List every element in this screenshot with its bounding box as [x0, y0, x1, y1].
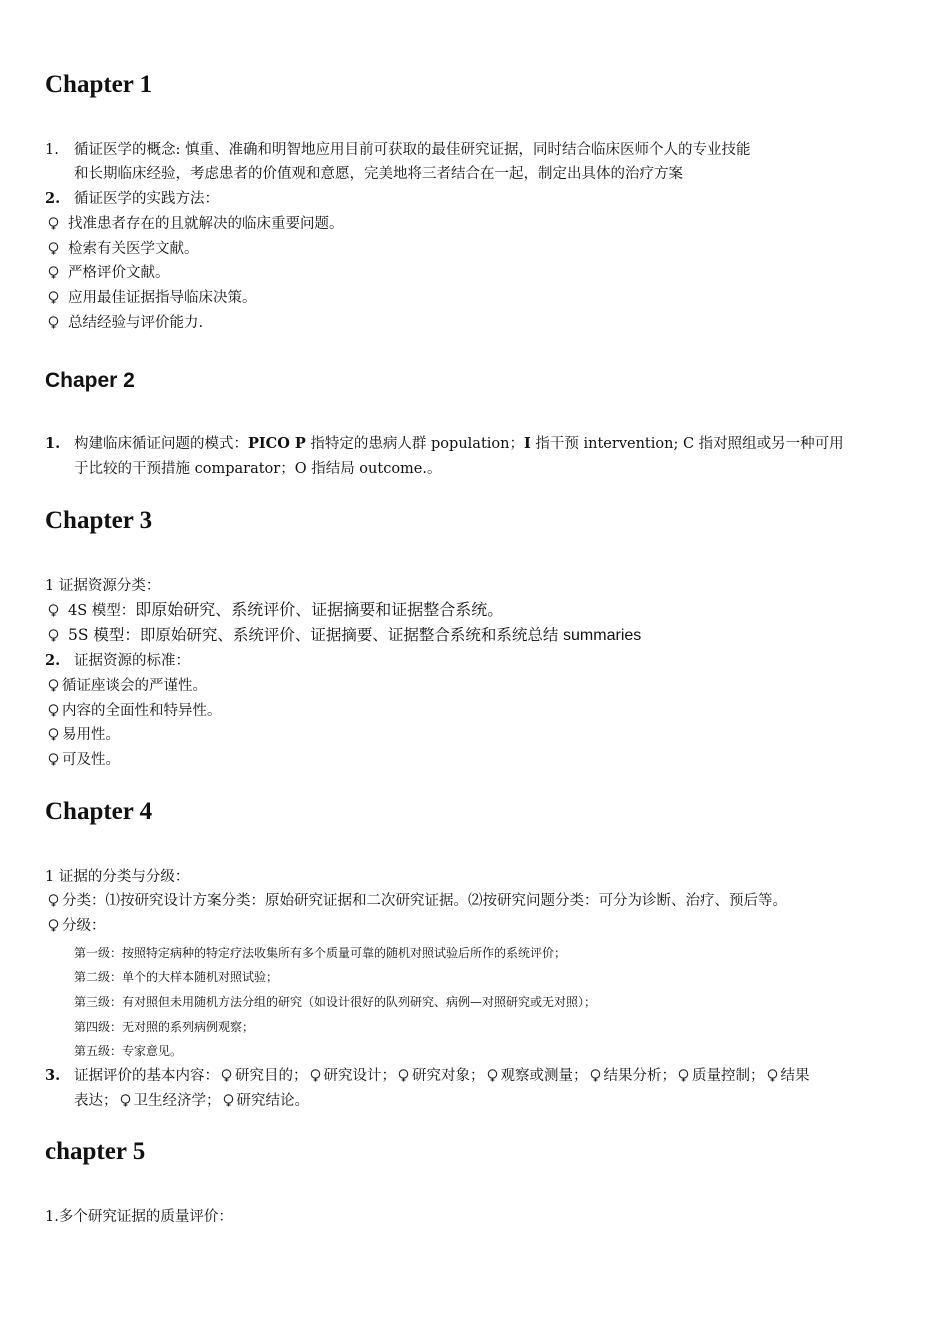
c4-item-3-line-2 [74, 1090, 309, 1112]
hollow-circle-bullet-icon [47, 291, 60, 304]
hollow-circle-bullet-icon [309, 1069, 322, 1082]
list-item-text: 严格评价文献。 [68, 265, 170, 281]
c4-item-3-lead: 证据评价的基本内容： [74, 1068, 219, 1084]
list-item [47, 312, 203, 334]
c1-item-1-line-2: 和长期临床经验，考虑患者的价值观和意愿，完美地将三者结合在一起，制定出具体的治疗方案 [74, 166, 683, 182]
chapter-2-title: Chaper 2 [45, 369, 135, 392]
list-item-text: 总结经验与评价能力. [68, 315, 204, 331]
list-item [47, 238, 199, 260]
c4-eval-part: 结果 [780, 1068, 810, 1084]
hollow-circle-bullet-icon [47, 242, 60, 255]
c1-item-1-number: 1. [45, 142, 59, 158]
c2-text-pico: PICO P [248, 435, 306, 452]
list-item-text: 循证座谈会的严谨性。 [62, 678, 207, 694]
hollow-circle-bullet-icon [766, 1069, 779, 1082]
c2-item-1-line-2: 于比较的干预措施 comparator；O 指结局 outcome.。 [74, 461, 442, 477]
hollow-circle-bullet-icon [220, 1069, 233, 1082]
c5-item-1: 1.多个研究证据的质量评价： [45, 1209, 233, 1225]
c3-item-2-number: 2. [45, 652, 61, 669]
c4-eval-part: 结果分析； [603, 1068, 676, 1084]
hollow-circle-bullet-icon [47, 629, 60, 642]
list-item [47, 890, 787, 912]
c2-text-i: I [523, 435, 531, 452]
c4-eval-part: 卫生经济学； [133, 1093, 221, 1109]
hollow-circle-bullet-icon [47, 604, 60, 617]
c4-eval-part: 研究设计； [323, 1068, 396, 1084]
c2-item-1-line-1 [45, 433, 844, 455]
c2-text-c: 指特定的患病人群 population； [305, 436, 524, 452]
list-item [47, 700, 222, 722]
list-item-text: 找准患者存在的且就解决的临床重要问题。 [68, 216, 344, 232]
hollow-circle-bullet-icon [47, 704, 60, 717]
c3-item-2 [45, 650, 190, 672]
list-item [47, 262, 170, 284]
list-item [47, 599, 503, 622]
c4-level-2: 第二级：单个的大样本随机对照试验； [74, 970, 279, 984]
hollow-circle-bullet-icon [589, 1069, 602, 1082]
c3-5s-text: 5S 模型：即原始研究、系统评价、证据摘要、证据整合系统和系统总结 [68, 626, 559, 644]
c3-4s-text: 即原始研究、系统评价、证据摘要和证据整合系统。 [135, 600, 504, 619]
hollow-circle-bullet-icon [222, 1094, 235, 1107]
c3-4s-label: 4S 模型： [68, 603, 136, 619]
hollow-circle-bullet-icon [47, 266, 60, 279]
c4-item-3-line-1 [45, 1065, 810, 1087]
c4-item-3-number: 3. [45, 1067, 61, 1084]
list-item-text: 检索有关医学文献。 [68, 241, 199, 257]
hollow-circle-bullet-icon [119, 1094, 132, 1107]
list-item-text: 可及性。 [62, 752, 120, 768]
c4-grading-label: 分级： [62, 918, 106, 934]
c1-item-2-text: 循证医学的实践方法： [74, 191, 219, 207]
list-item [47, 675, 207, 697]
list-item-text: 内容的全面性和特异性。 [62, 703, 222, 719]
c1-item-2-number: 2. [45, 190, 61, 207]
hollow-circle-bullet-icon [47, 894, 60, 907]
c4-item-1: 1 证据的分类与分级： [45, 869, 190, 885]
hollow-circle-bullet-icon [47, 919, 60, 932]
hollow-circle-bullet-icon [47, 728, 60, 741]
list-item [47, 287, 257, 309]
list-item [47, 724, 120, 746]
c1-item-1-line-1 [45, 139, 751, 161]
c2-item-1-number: 1. [45, 435, 61, 452]
c4-level-1: 第一级：按照特定病种的特定疗法收集所有多个质量可靠的随机对照试验后所作的系统评价； [74, 946, 567, 960]
c4-eval-part: 观察或测量； [500, 1068, 588, 1084]
hollow-circle-bullet-icon [47, 679, 60, 692]
hollow-circle-bullet-icon [47, 753, 60, 766]
c4-level-3: 第三级：有对照但未用随机方法分组的研究（如设计很好的队列研究、病例—对照研究或无对照）； [74, 995, 597, 1009]
chapter-3-title: Chapter 3 [45, 507, 153, 534]
c4-level-5: 第五级：专家意见。 [74, 1044, 183, 1058]
c4-level-4: 第四级：无对照的系列病例观察； [74, 1020, 255, 1034]
c3-item-1: 1 证据资源分类： [45, 578, 161, 594]
list-item-text: 应用最佳证据指导临床决策。 [68, 290, 257, 306]
hollow-circle-bullet-icon [486, 1069, 499, 1082]
hollow-circle-bullet-icon [677, 1069, 690, 1082]
c3-item-2-text: 证据资源的标准： [74, 653, 190, 669]
hollow-circle-bullet-icon [47, 316, 60, 329]
hollow-circle-bullet-icon [397, 1069, 410, 1082]
list-item [47, 624, 641, 647]
list-item [47, 749, 120, 771]
c4-eval-part: 研究目的； [235, 1068, 308, 1084]
chapter-5-title: chapter 5 [45, 1138, 146, 1165]
c4-eval-part: 研究对象； [412, 1068, 485, 1084]
c4-eval-part: 研究结论。 [236, 1093, 309, 1109]
chapter-4-title: Chapter 4 [45, 798, 153, 825]
c4-eval-part: 质量控制； [692, 1068, 765, 1084]
c4-classification-text: 分类：⑴按研究设计方案分类：原始研究证据和二次研究证据。⑵按研究问题分类：可分为诊断、治疗、预后等。 [62, 893, 787, 909]
hollow-circle-bullet-icon [47, 217, 60, 230]
c3-5s-summaries: summaries [563, 627, 642, 644]
c1-item-1-text: 循证医学的概念: 慎重、准确和明智地应用目前可获取的最佳研究证据，同时结合临床医师个人的专业技能 [74, 142, 751, 158]
chapter-1-title: Chapter 1 [45, 71, 153, 98]
list-item [47, 915, 106, 937]
c2-text-a: 构建临床循证问题的模式： [74, 436, 248, 452]
c4-eval-lead-2: 表达； [74, 1093, 118, 1109]
list-item-text: 易用性。 [62, 727, 120, 743]
list-item [47, 213, 344, 235]
c1-item-2 [45, 188, 219, 210]
c2-text-e: 指干预 intervention; C 指对照组或另一种可用 [530, 436, 844, 452]
